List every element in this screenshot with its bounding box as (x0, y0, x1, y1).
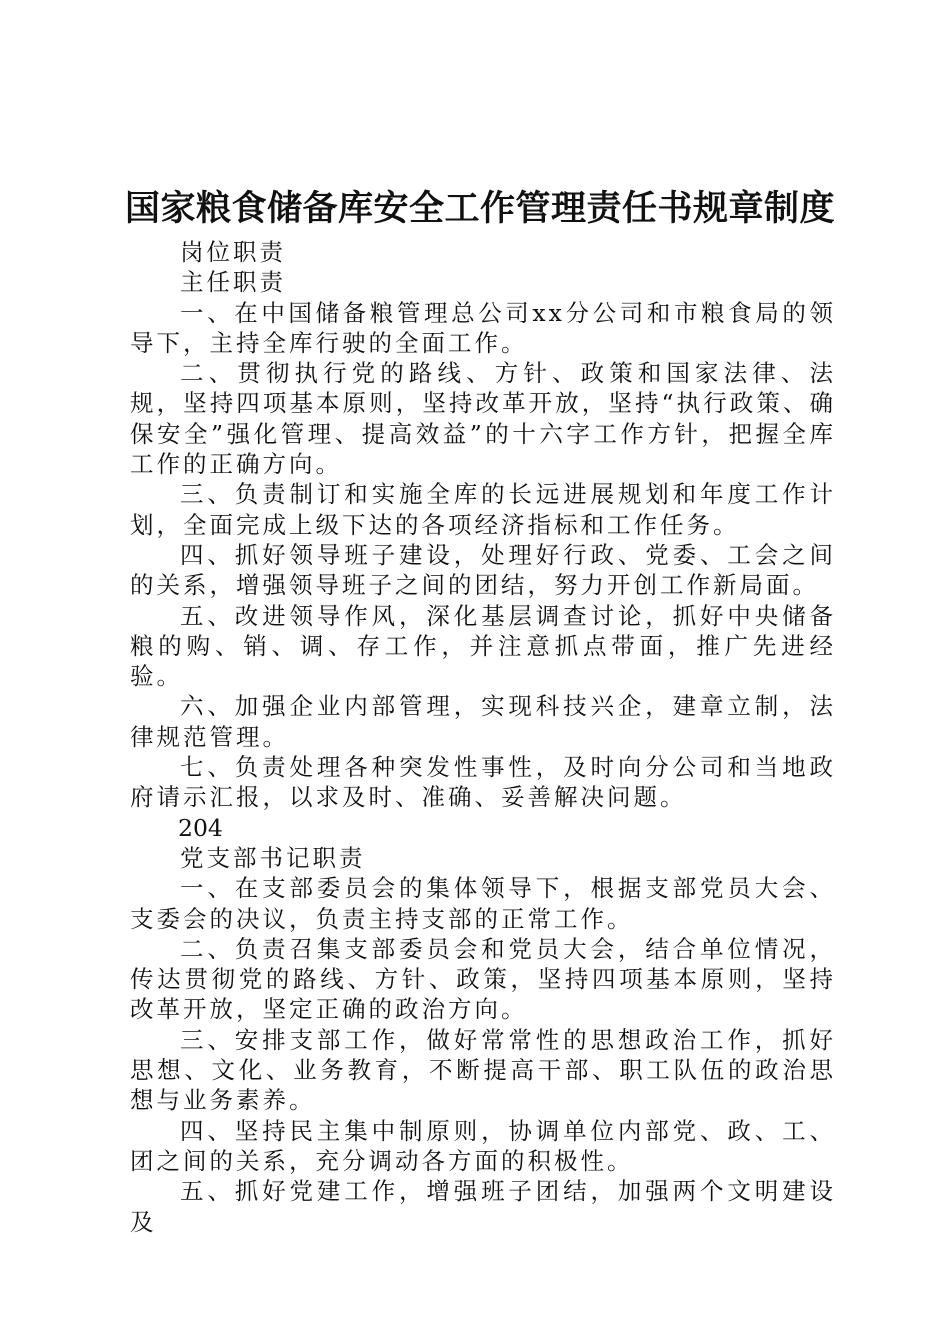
paragraph: 五、抓好党建工作，增强班子团结，加强两个文明建设及 (130, 1177, 836, 1236)
paragraph: 四、抓好领导班子建设，处理好行政、党委、工会之间的关系，增强领导班子之间的团结，努力开创工作新局面。 (130, 540, 836, 600)
paragraph: 一、在中国储备粮管理总公司xx分公司和市粮食局的领导下，主持全库行驶的全面工作。 (130, 298, 836, 357)
paragraph: 三、安排支部工作，做好常常性的思想政治工作，抓好思想、文化、业务教育，不断提高干部、职工队伍的政治思想与业务素养。 (130, 1025, 836, 1115)
document-title: 国家粮食储备库安全工作管理责任书规章制度 (124, 189, 835, 229)
paragraph: 一、在支部委员会的集体领导下，根据支部党员大会、支委会的决议，负责主持支部的正常工作。 (130, 874, 836, 933)
subsection-heading: 党支部书记职责 (180, 843, 366, 872)
section-heading: 岗位职责 (180, 238, 286, 266)
paragraph: 二、负责召集支部委员会和党员大会，结合单位情况，传达贯彻党的路线、方针、政策，坚持四项基本原则，坚持改革开放，坚定正确的政治方向。 (130, 934, 836, 1024)
paragraph: 七、负责处理各种突发性事性，及时向分公司和当地政府请示汇报，以求及时、准确、妥善解决问题。 (130, 753, 836, 812)
paragraph: 三、负责制订和实施全库的长远进展规划和年度工作计划，全面完成上级下达的各项经济指标和工作任务。 (130, 480, 836, 539)
paragraph: 四、坚持民主集中制原则，协调单位内部党、政、工、团之间的关系，充分调动各方面的积极性。 (130, 1116, 836, 1175)
page-number: 204 (178, 813, 223, 842)
subsection-heading: 主任职责 (180, 268, 286, 297)
paragraph: 六、加强企业内部管理，实现科技兴企，建章立制，法律规范管理。 (130, 692, 836, 751)
document-body (130, 237, 836, 1237)
paragraph: 五、改进领导作风，深化基层调查讨论，抓好中央储备粮的购、销、调、存工作，并注意抓点带面，推广先进经验。 (130, 601, 836, 691)
paragraph: 二、贯彻执行党的路线、方针、政策和国家法律、法规，坚持四项基本原则，坚持改革开放，坚持“执行政策、确保安全”强化管理、提高效益”的十六字工作方针，把握全库工作的正确方向。 (130, 359, 836, 479)
